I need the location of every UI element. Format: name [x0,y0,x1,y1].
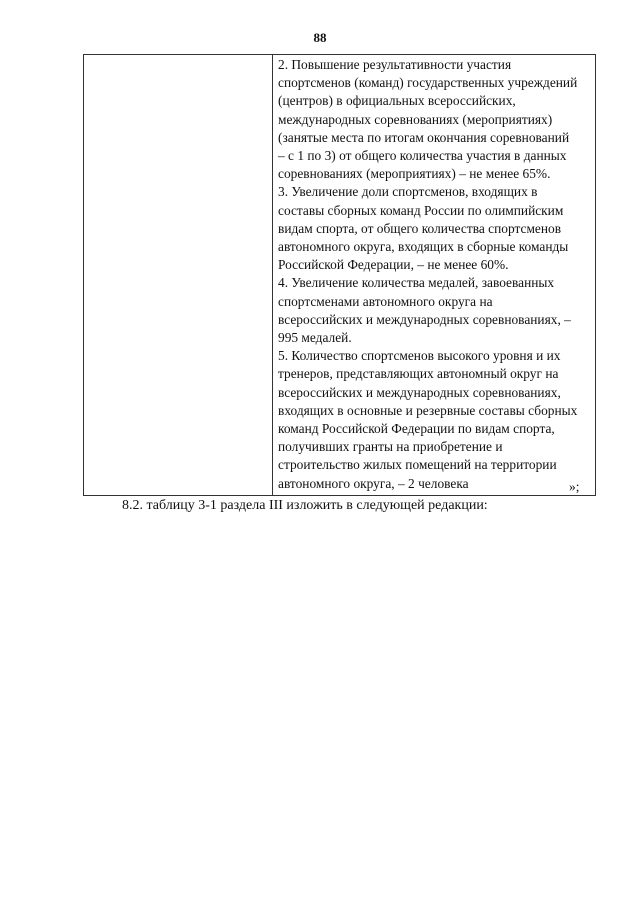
text-line: спортсменами автономного округа на [278,293,493,309]
text-line: международных соревнованиях (мероприятиях) [278,111,553,127]
text-line: видам спорта, от общего количества спортсменов [278,220,562,236]
text-line: получивших гранты на приобретение и [278,439,503,455]
text-line: входящих в основные и резервные составы сборных [278,402,578,418]
text-line: 995 медалей. [278,330,352,346]
text-line: составы сборных команд России по олимпийским [278,202,564,218]
text-line: автономного округа, – 2 человека [278,475,469,491]
text-line: 4. Увеличение количества медалей, завоеванных [278,275,555,291]
text-line: – с 1 по 3) от общего количества участия в данных [278,148,567,164]
text-line: 5. Количество спортсменов высокого уровня и их [278,348,561,364]
page-number: 88 [313,30,327,45]
document-table [83,54,596,496]
text-line: Российской Федерации, – не менее 60%. [278,257,509,273]
indicators-text [273,55,595,495]
text-line: 2. Повышение результативности участия [278,57,512,72]
text-line: команд Российской Федерации по видам спорта, [278,421,555,437]
text-line: 3. Увеличение доли спортсменов, входящих в [278,184,538,200]
table-row [84,55,596,496]
table-cell-right [273,55,596,496]
text-line: (центров) в официальных всероссийских, [278,93,516,109]
instruction-paragraph: 8.2. таблицу 3-1 раздела III изложить в следующей редакции: [122,498,488,513]
closing-quote: »; [569,479,580,494]
text-line: всероссийских и международных соревнованиях, – [278,311,571,327]
text-line: спортсменов (команд) государственных учреждений [278,75,578,91]
text-line: соревнованиях (мероприятиях) – не менее 65%. [278,166,551,182]
text-line: автономного округа, входящих в сборные команды [278,239,569,255]
text-line: строительство жилых помещений на территории [278,457,557,473]
table-cell-left [84,55,273,496]
text-line: (занятые места по итогам окончания соревнований [278,129,570,145]
text-line: тренеров, представляющих автономный округ на [278,366,559,382]
text-line: всероссийских и международных соревнованиях, [278,384,561,400]
